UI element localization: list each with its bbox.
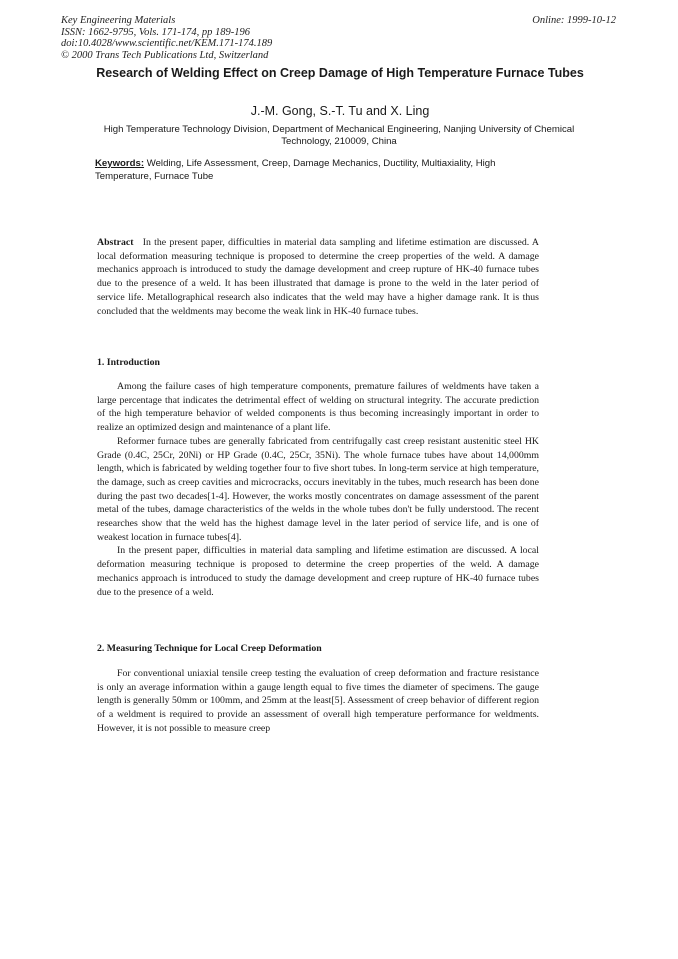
paragraph: For conventional uniaxial tensile creep testing the evaluation of creep deformation and fracture resistance is only an average information within a gauge length equal to five times the diameter of specimens. The gauge length is generally 50mm or 100mm, and 25mm at the least[5]. Assessment of creep behavior of different region of a weldment is required to provide an assessment of overall high temperature performance for weldments. However, it is not possible to measure creep (97, 668, 539, 734)
section-2-heading: 2. Measuring Technique for Local Creep Deformation (97, 643, 322, 654)
publication-info (61, 15, 272, 61)
doi-line: doi:10.4028/www.scientific.net/KEM.171-174.189 (61, 38, 273, 49)
paragraph: In the present paper, difficulties in material data sampling and lifetime estimation are discussed. A local deformation measuring technique is proposed to determine the creep properties of the weld. A damage mechanics approach is introduced to study the damage development and creep rupture of HK-40 furnace tubes due to the presence of a weld. (97, 545, 539, 598)
abstract-block (97, 236, 539, 318)
paper-authors: J.-M. Gong, S.-T. Tu and X. Ling (250, 104, 430, 118)
abstract-label: Abstract (97, 237, 134, 248)
issn-line: ISSN: 1662-9795, Vols. 171-174, pp 189-196 (61, 26, 250, 38)
online-date: Online: 1999-10-12 (532, 15, 616, 26)
copyright-line: © 2000 Trans Tech Publications Ltd, Switzerland (61, 49, 269, 61)
paragraph: Reformer furnace tubes are generally fabricated from centrifugally cast creep resistant austenitic steel HK Grade (0.4C, 25Cr, 20Ni) or HP Grade (0.4C, 25Cr, 35Ni). The whole furnace tubes have about 14,000mm length, which is fabricated by welding together four to five short tubes. In long-term service at high temperature, the damage, such as creep cavities and microcracks, occurs inevitably in the tubes, much research has been done during the past two decades[1-4]. However, the works mostly concentrates on damage assessment of the parent metal of the tubes, damage characteristics of the welds in the whole tubes don't be fully understood. The recent researches show that the weld has the highest damage level in the later period of service life, and is one of weakest location in furnace tubes[4]. (97, 435, 539, 543)
section-2-body (97, 667, 539, 736)
section-1-body (97, 380, 539, 599)
keywords-label: Keywords: (95, 158, 145, 169)
keywords-block (95, 158, 545, 183)
abstract-text: In the present paper, difficulties in material data sampling and lifetime estimation are discussed. A local deformation measuring technique is proposed to determine the creep properties of the weld. A damage mechanics approach is introduced to study the damage development and creep rupture of HK-40 furnace tubes due to the presence of a weld. It has been illustrated that damage is prone to the weld in the later period of service life. Metallographical research also indicates that the weld may have a higher damage rank. It is thus concluded that the weldments may become the weak link in HK-40 furnace tubes. (97, 237, 539, 317)
paragraph: Among the failure cases of high temperature components, premature failures of weldments have taken a large percentage that indicates the detrimental effect of welding on structural integrity. The accurate prediction of the high temperature behavior of welded components is thus becoming increasingly important in order to realize an optimized design and maintenance of a plant life. (97, 381, 539, 434)
author-affiliation: High Temperature Technology Division, Department of Mechanical Engineering, Nanjing University of Chemical Technology, 210009, China (103, 124, 575, 147)
section-1-heading: 1. Introduction (97, 357, 160, 368)
keywords-text: Welding, Life Assessment, Creep, Damage Mechanics, Ductility, Multiaxiality, High Temperature, Furnace Tube (95, 158, 496, 182)
paper-title: Research of Welding Effect on Creep Damage of High Temperature Furnace Tubes (96, 66, 584, 80)
journal-name: Key Engineering Materials (61, 15, 176, 26)
